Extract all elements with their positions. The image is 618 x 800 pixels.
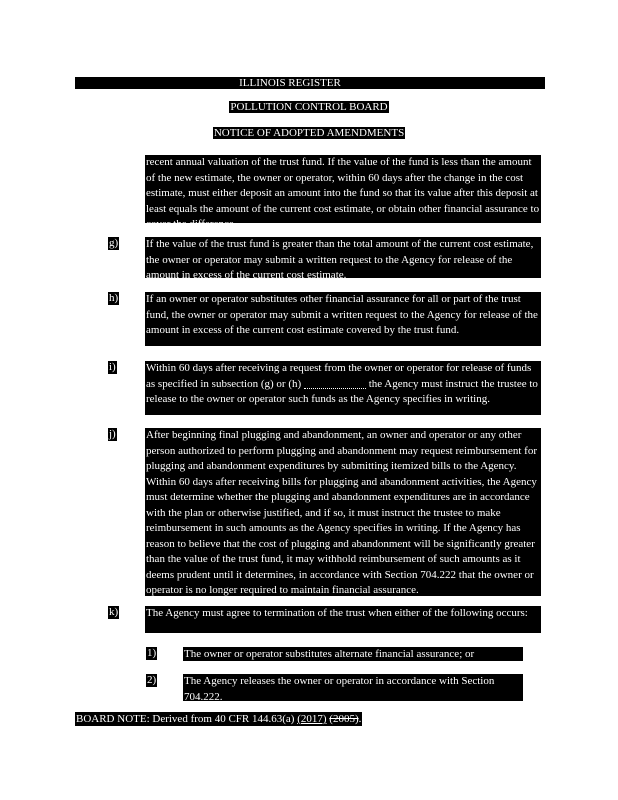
board-note-suffix: . bbox=[358, 713, 362, 725]
paragraph-marker-i: i) bbox=[109, 361, 116, 373]
notice-title-line bbox=[0, 127, 618, 139]
paragraph-marker-k: k) bbox=[109, 606, 119, 618]
paragraph-text-after: the Agency must instruct the trustee to release to the owner or operator such funds as the Agency specifies in writing. bbox=[146, 377, 538, 405]
board-note bbox=[75, 712, 362, 726]
paragraph-marker-h: h) bbox=[109, 292, 119, 304]
notice-title: NOTICE OF ADOPTED AMENDMENTS bbox=[213, 127, 405, 139]
paragraph-text: After beginning final plugging and abandonment, an owner and operator or any other person authorized to perform plugging and abandonment may request reimbursement for plugging and abandonment expenditures by submitting itemized bills to the Agency. Within 60 days after receiving bills for plugging and abandonment activities, the Agency must determine whether the plugging and abandonment expenditures are in accordance with the plan or otherwise justified, and if so, it must instruct the trustee to make reimbursement in such amounts as the Agency specifies in writing. If the Agency has reason to believe that the cost of plugging and abandonment will be significantly greater than the value of the trust fund, it may withhold reimbursement of such amounts as it deems prudent until it determines, in accordance with Section 704.222 that the owner or operator is no longer required to maintain financial assurance. bbox=[146, 429, 537, 596]
paragraph-i bbox=[145, 361, 541, 415]
paragraph-text: If the value of the trust fund is greater than the total amount of the current cost estimate, the owner or operator may submit a written request to the Agency for release of the amount in excess of the current cost estimate. bbox=[146, 238, 534, 281]
sub-item-2 bbox=[183, 674, 523, 701]
paragraph-text: recent annual valuation of the trust fund. If the value of the fund is less than the amount of the new estimate, the owner or operator, within 60 days after the change in the cost estimate, must either deposit an amount into the fund so that its value after this deposit at least equals the amount of the current cost estimate, or obtain other financial assurance to cover the difference. bbox=[146, 156, 540, 230]
sub-item-marker-2: 2) bbox=[147, 674, 157, 686]
paragraph-marker-g: g) bbox=[109, 237, 119, 249]
board-note-year-new: (2017) bbox=[297, 713, 327, 725]
board-title: POLLUTION CONTROL BOARD bbox=[230, 101, 388, 113]
paragraph-j bbox=[145, 428, 541, 596]
paragraph-h bbox=[145, 292, 541, 346]
register-title: ILLINOIS REGISTER bbox=[239, 77, 341, 89]
redaction-mark bbox=[304, 378, 366, 389]
paragraph-text: The Agency must agree to termination of the trust when either of the following occurs: bbox=[146, 607, 528, 619]
sub-item-1 bbox=[183, 647, 523, 661]
board-note-year-old: (2005) bbox=[329, 713, 359, 725]
sub-item-text: The owner or operator substitutes alternate financial assurance; or bbox=[184, 648, 475, 660]
paragraph-k bbox=[145, 606, 541, 633]
sub-item-marker-1: 1) bbox=[147, 647, 157, 659]
register-header bbox=[75, 77, 545, 89]
board-note-prefix: BOARD NOTE: Derived from 40 CFR 144.63(a) bbox=[76, 713, 298, 725]
paragraph-g bbox=[145, 237, 541, 281]
board-title-line bbox=[0, 101, 618, 113]
sub-item-text: The Agency releases the owner or operator in accordance with Section 704.222. bbox=[184, 675, 495, 703]
paragraph-marker-j: j) bbox=[109, 428, 116, 440]
paragraph-text: If an owner or operator substitutes other financial assurance for all or part of the trust fund, the owner or operator may submit a written request to the Agency for release of the amount in excess of the current cost estimate covered by the trust fund. bbox=[146, 293, 538, 336]
paragraph-f-continuation bbox=[145, 155, 541, 230]
paragraph-text-before: Within 60 days after receiving a request from the owner or operator for release of funds as specified in subsection (g) or (h) bbox=[146, 362, 532, 390]
